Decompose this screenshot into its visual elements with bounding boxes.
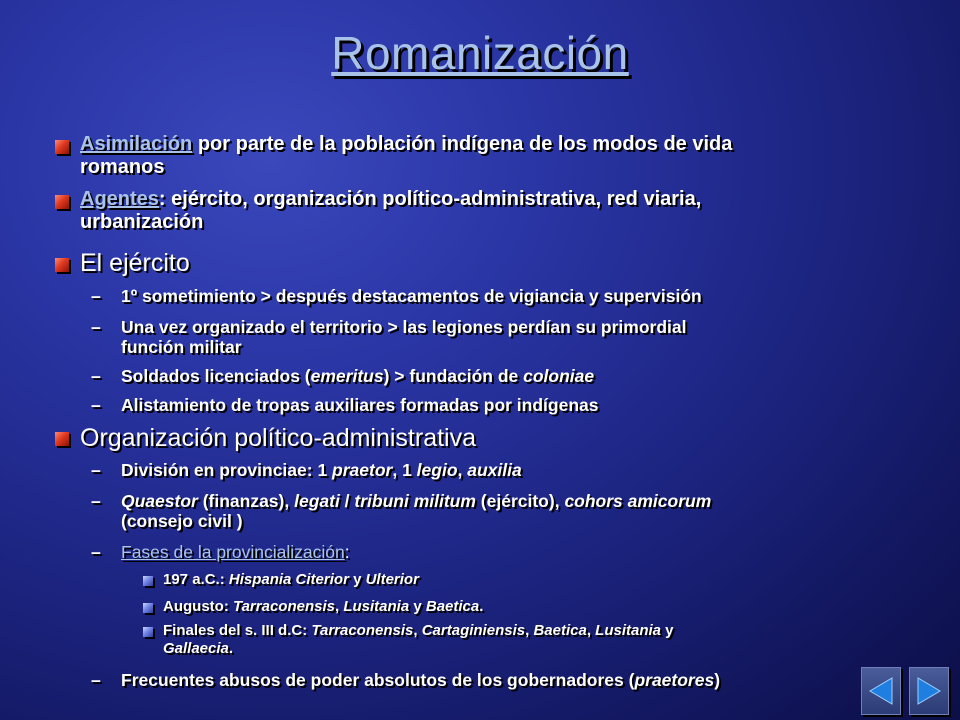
heading-organizacion: Organización político-administrativa [80, 424, 477, 452]
text: Lusitania [343, 598, 410, 615]
blue-square-bullet-icon [143, 603, 153, 613]
text: Augusto: [163, 598, 233, 615]
text: Cartaginiensis [421, 622, 526, 639]
heading-ejercito: El ejército [80, 249, 190, 277]
asimilacion-text-cont: romanos [80, 156, 165, 178]
text: , 1 [392, 460, 417, 480]
text: y [661, 622, 674, 639]
text-coloniae: coloniae [523, 366, 595, 386]
text-cohors-amicorum: cohors amicorum [564, 491, 712, 511]
text-legio: legio [416, 460, 458, 480]
text: , [334, 598, 344, 615]
text: Baetica [533, 622, 587, 639]
agentes-link[interactable]: Agentes [80, 188, 159, 210]
dash-bullet: – [91, 366, 101, 386]
ejercito-item-2-text: Una vez organizado el territorio > las legiones perdían su primordial [121, 317, 687, 337]
text: (finanzas), [197, 491, 295, 511]
text: Finales del s. III d.C: [163, 622, 312, 639]
dash-bullet: – [91, 491, 101, 511]
dash-bullet: – [91, 460, 101, 480]
text: (ejército), [475, 491, 565, 511]
text: Lusitania [595, 622, 662, 639]
text: y [348, 571, 366, 588]
fases-link[interactable]: Fases de la provincialización [121, 542, 345, 562]
ejercito-item-3 [121, 366, 921, 386]
ejercito-item-1: 1º sometimiento > después destacamentos de vigiancia y supervisión [121, 286, 702, 306]
blue-square-bullet-icon [143, 627, 153, 637]
agentes-text-cont: urbanización [80, 211, 204, 233]
text: , [457, 460, 468, 480]
text: ) [714, 670, 721, 690]
text: Gallaecia [163, 640, 229, 657]
text: . [228, 640, 234, 657]
dash-bullet: – [91, 395, 101, 415]
text-quaestor: Quaestor [121, 491, 198, 511]
asimilacion-text: por parte de la población indígena de los modos de vida [192, 133, 733, 155]
red-square-bullet-icon [55, 140, 69, 154]
fase-item-3 [163, 622, 923, 658]
text: Tarraconensis [232, 598, 335, 615]
text: Soldados licenciados ( [121, 366, 311, 386]
previous-slide-button[interactable] [861, 667, 901, 715]
red-square-bullet-icon [55, 432, 69, 446]
org-item-3 [121, 542, 921, 562]
blue-square-bullet-icon [143, 576, 153, 586]
ejercito-item-4: Alistamiento de tropas auxiliares formadas por indígenas [121, 395, 599, 415]
text: y [409, 598, 426, 615]
org-item-4 [121, 670, 921, 690]
next-slide-button[interactable] [909, 667, 949, 715]
asimilacion-link[interactable]: Asimilación [80, 133, 193, 155]
text: : [344, 542, 350, 562]
red-square-bullet-icon [55, 258, 69, 272]
text-tribuni-militum: tribuni militum [354, 491, 476, 511]
text-auxilia: auxilia [467, 460, 522, 480]
dash-bullet: – [91, 542, 101, 562]
dash-bullet: – [91, 670, 101, 690]
text: División en provinciae: 1 [121, 460, 333, 480]
text: , [525, 622, 534, 639]
triangle-left-icon [866, 676, 896, 706]
text-praetores: praetores [634, 670, 715, 690]
fase-item-2 [163, 598, 923, 616]
org-item-1 [121, 460, 921, 480]
text: , [413, 622, 422, 639]
text-praetor: praetor [332, 460, 393, 480]
bullet-agentes [80, 188, 940, 234]
text: ) > fundación de [383, 366, 524, 386]
fase-item-1 [163, 571, 923, 589]
text-legati: legati [294, 491, 340, 511]
red-square-bullet-icon [55, 195, 69, 209]
agentes-text: : ejército, organización político-administrativa, red viaria, [158, 188, 702, 210]
text: Frecuentes abusos de poder absolutos de los gobernadores ( [121, 670, 635, 690]
text: Tarraconensis [311, 622, 414, 639]
text: / [339, 491, 355, 511]
text: Ulterior [365, 571, 419, 588]
dash-bullet: – [91, 286, 101, 306]
page-title[interactable]: Romanización [331, 27, 629, 79]
text-emeritus: emeritus [310, 366, 384, 386]
text: 197 a.C.: [163, 571, 229, 588]
text: . [479, 598, 484, 615]
bullet-asimilacion [80, 133, 940, 179]
triangle-right-icon [914, 676, 944, 706]
text: Hispania Citerior [228, 571, 349, 588]
dash-bullet: – [91, 317, 101, 337]
ejercito-item-2 [121, 317, 921, 357]
text: Baetica [425, 598, 480, 615]
ejercito-item-2-text-cont: función militar [121, 337, 242, 357]
org-item-2 [121, 491, 921, 531]
text: , [586, 622, 596, 639]
text: (consejo civil ) [121, 511, 243, 531]
